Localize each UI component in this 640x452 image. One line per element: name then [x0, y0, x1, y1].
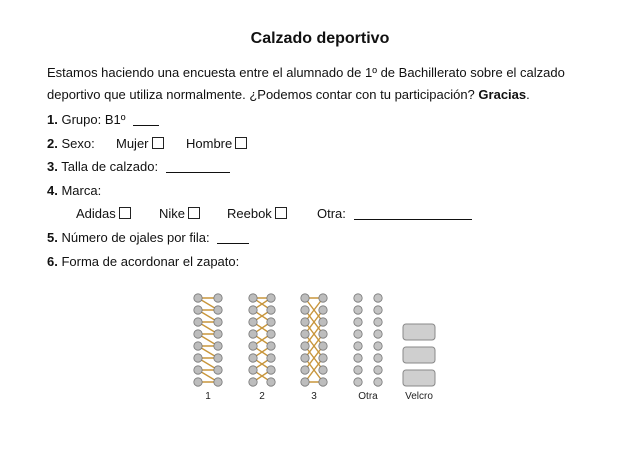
eyelet [301, 306, 309, 314]
eyelet [194, 294, 202, 302]
eyelet [267, 342, 275, 350]
eyelet [301, 330, 309, 338]
lacing-label: 3 [311, 391, 317, 402]
eyelet [301, 378, 309, 386]
option-label: Nike [159, 206, 186, 221]
eyelet [194, 342, 202, 350]
eyelet [374, 318, 382, 326]
eyelet [301, 342, 309, 350]
eyelet [374, 294, 382, 302]
eyelet [301, 366, 309, 374]
velcro-strap [403, 347, 435, 363]
question-number: 2. [47, 136, 58, 151]
question-number: 5. [47, 230, 58, 245]
eyelet [374, 306, 382, 314]
question-label: Número de ojales por fila: [61, 230, 210, 245]
eyelet [354, 330, 362, 338]
lacing-label: Velcro [405, 391, 433, 402]
eyelet [319, 342, 327, 350]
eyelet [249, 330, 257, 338]
eyelet [214, 330, 222, 338]
question-number: 4. [47, 183, 58, 198]
eyelet [354, 366, 362, 374]
eyelet [374, 330, 382, 338]
question-number: 3. [47, 159, 58, 174]
eyelet [354, 354, 362, 362]
eyelet [319, 366, 327, 374]
eyelet [354, 306, 362, 314]
question-number: 6. [47, 254, 58, 269]
lacing-label: 2 [259, 391, 265, 402]
question-label: Grupo: B1º [61, 112, 126, 127]
eyelet [267, 306, 275, 314]
eyelet [354, 318, 362, 326]
option-label: Otra: [317, 206, 346, 221]
option-label: Hombre [186, 136, 233, 151]
lacing-label: 1 [205, 391, 211, 402]
eyelet [214, 294, 222, 302]
eyelet [267, 294, 275, 302]
eyelet [267, 378, 275, 386]
eyelet [194, 330, 202, 338]
option-label: Reebok [227, 206, 272, 221]
eyelet [267, 318, 275, 326]
eyelet [249, 318, 257, 326]
question-label: Talla de calzado: [61, 159, 159, 174]
intro-thanks: Gracias [478, 87, 527, 102]
velcro-strap [403, 370, 435, 386]
eyelet [374, 366, 382, 374]
eyelet [194, 318, 202, 326]
eyelet [301, 318, 309, 326]
eyelet [319, 294, 327, 302]
eyelet [374, 342, 382, 350]
eyelet [214, 366, 222, 374]
eyelet [249, 366, 257, 374]
page-title: Calzado deportivo [250, 30, 390, 47]
eyelet [194, 354, 202, 362]
eyelet [319, 318, 327, 326]
eyelet [194, 366, 202, 374]
eyelet [267, 366, 275, 374]
eyelet [214, 318, 222, 326]
eyelet [301, 354, 309, 362]
eyelet [319, 354, 327, 362]
option-label: Adidas [76, 206, 116, 221]
lacing-label: Otra [358, 391, 378, 402]
eyelet [214, 354, 222, 362]
option-label: Mujer [116, 136, 149, 151]
eyelet [319, 378, 327, 386]
eyelet [249, 306, 257, 314]
eyelet [214, 342, 222, 350]
question-number: 1. [47, 112, 58, 127]
eyelet [249, 294, 257, 302]
intro-end: . [526, 87, 530, 102]
eyelet [249, 354, 257, 362]
eyelet [267, 354, 275, 362]
question-label: Sexo: [61, 136, 95, 151]
question-label: Marca: [61, 183, 102, 198]
eyelet [354, 378, 362, 386]
eyelet [319, 306, 327, 314]
eyelet [214, 378, 222, 386]
eyelet [267, 330, 275, 338]
eyelet [354, 342, 362, 350]
eyelet [319, 330, 327, 338]
question-label: Forma de acordonar el zapato: [61, 254, 240, 269]
eyelet [249, 342, 257, 350]
eyelet [374, 354, 382, 362]
eyelet [214, 306, 222, 314]
intro-text: Estamos haciendo una encuesta entre el alumnado de 1º de Bachillerato sobre el calzado deportivo que utiliza normalmente. ¿Podemos contar con tu participación? [47, 65, 565, 102]
velcro-strap [403, 324, 435, 340]
eyelet [194, 378, 202, 386]
eyelet [249, 378, 257, 386]
eyelet [374, 378, 382, 386]
eyelet [354, 294, 362, 302]
eyelet [301, 294, 309, 302]
eyelet [194, 306, 202, 314]
